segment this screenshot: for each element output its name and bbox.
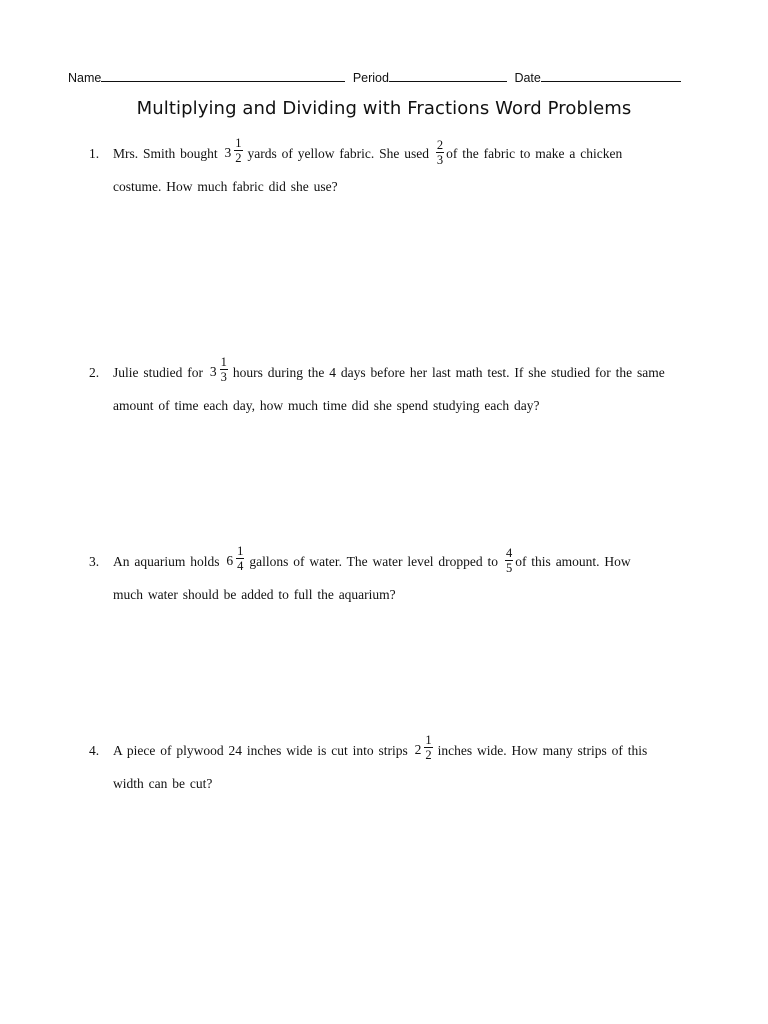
numerator: 1 [235, 136, 242, 151]
problem-text: amount of time each day, how much time did she spend studying each day? [113, 397, 540, 413]
denominator: 2 [235, 151, 242, 166]
fraction [436, 138, 444, 167]
numerator: 1 [425, 733, 432, 748]
header-line [68, 69, 698, 85]
problem-text: yards of yellow fabric. She used [247, 146, 429, 161]
problem-number: 2. [89, 365, 100, 380]
numerator: 1 [237, 544, 244, 559]
denominator: 4 [237, 559, 244, 574]
whole-part: 3 [209, 363, 217, 379]
fraction [220, 355, 228, 384]
problem-text: Mrs. Smith bought [113, 146, 218, 161]
problem-text: A piece of plywood 24 inches wide is cut into strips [113, 743, 408, 758]
mixed-number [225, 137, 245, 169]
mixed-number [415, 734, 435, 766]
fraction [234, 136, 242, 165]
problem-3 [89, 546, 689, 611]
date-field[interactable] [541, 69, 681, 82]
denominator: 3 [436, 153, 444, 168]
denominator: 2 [425, 748, 432, 763]
problem-4 [89, 735, 689, 800]
name-label: Name [68, 71, 102, 85]
date-label: Date [514, 71, 541, 85]
problem-text: of this amount. How [515, 554, 631, 569]
problem-1 [89, 138, 689, 203]
problem-text: width can be cut? [113, 775, 213, 791]
whole-part: 3 [224, 144, 232, 160]
problem-number: 4. [89, 743, 100, 758]
problem-number: 1. [89, 146, 100, 161]
name-field[interactable] [101, 69, 345, 82]
problem-number: 3. [89, 554, 100, 569]
numerator: 4 [505, 546, 513, 561]
problem-text: An aquarium holds [113, 554, 220, 569]
problem-2 [89, 357, 689, 422]
problem-text: of the fabric to make a chicken [446, 146, 623, 161]
fraction [236, 544, 244, 573]
whole-part: 6 [226, 552, 234, 568]
whole-part: 2 [414, 741, 422, 757]
problem-text: gallons of water. The water level dropped to [249, 554, 499, 569]
mixed-number [210, 356, 230, 388]
numerator: 1 [220, 355, 227, 370]
problem-text: hours during the 4 days before her last math test. If she studied for the same [232, 365, 665, 380]
problem-text: much water should be added to full the aquarium? [113, 586, 396, 602]
mixed-number [226, 545, 246, 577]
denominator: 3 [220, 370, 227, 385]
fraction [424, 733, 432, 762]
page-title: Multiplying and Dividing with Fractions Word Problems [136, 98, 632, 119]
period-label: Period [352, 71, 389, 85]
problem-text: costume. How much fabric did she use? [113, 178, 338, 194]
problem-text: inches wide. How many strips of this [437, 743, 648, 758]
fraction [505, 546, 513, 575]
denominator: 5 [505, 561, 513, 576]
problem-text: Julie studied for [113, 365, 203, 380]
period-field[interactable] [389, 69, 507, 82]
numerator: 2 [436, 138, 444, 153]
